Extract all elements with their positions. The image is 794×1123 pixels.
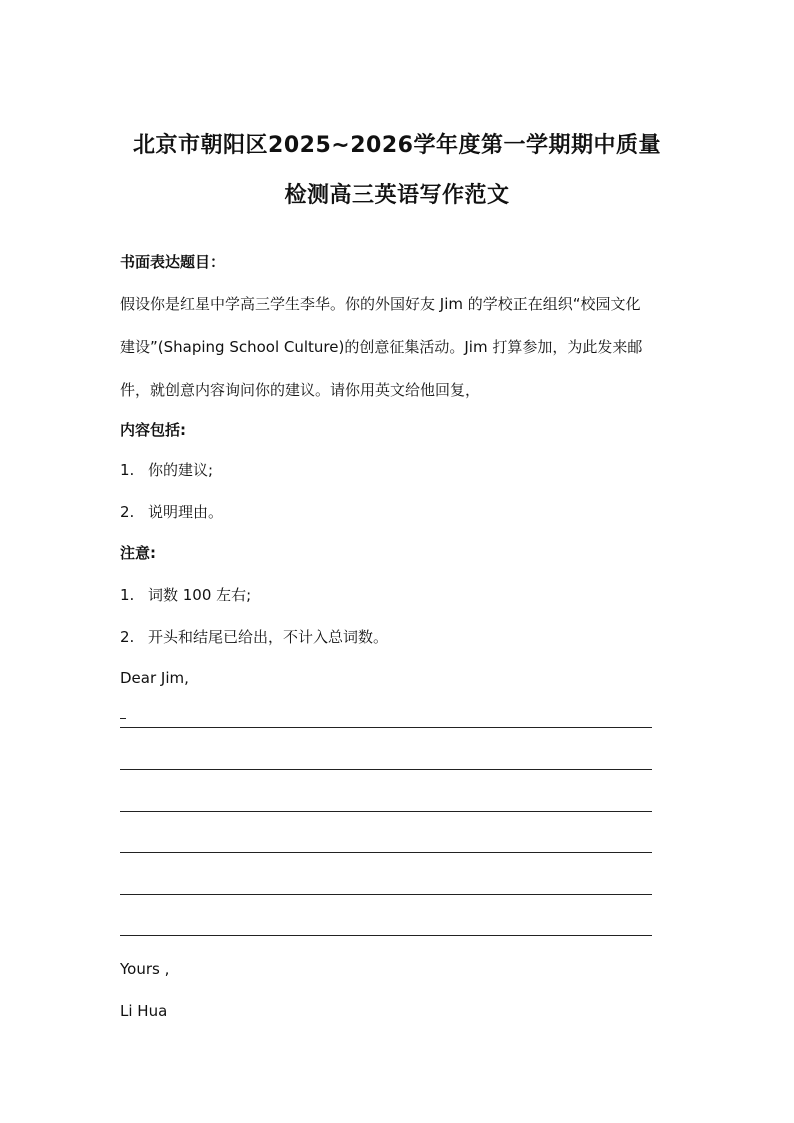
content-item-number: 1. — [120, 461, 135, 479]
document-title-line-1: 北京市朝阳区2025~2026学年度第一学期期中质量 — [133, 133, 661, 158]
writing-line — [120, 852, 652, 853]
content-item-text: 你的建议; — [148, 461, 214, 479]
notes-heading: 注意: — [120, 544, 156, 562]
content-item-2 — [120, 502, 223, 522]
writing-line — [120, 935, 652, 936]
prompt-paragraph-line-2: 建设”(Shaping School Culture)的创意征集活动。Jim 打算参加，为此发来邮 — [120, 338, 643, 356]
writing-line — [120, 769, 652, 770]
letter-signature: Li Hua — [120, 1002, 168, 1020]
notes-item-number: 1. — [120, 586, 135, 604]
content-heading: 内容包括: — [120, 421, 186, 439]
notes-item-1 — [120, 585, 251, 605]
letter-greeting: Dear Jim, — [120, 669, 189, 687]
notes-item-number: 2. — [120, 628, 135, 646]
prompt-heading: 书面表达题目： — [120, 253, 226, 271]
writing-line — [120, 811, 652, 812]
writing-line — [120, 727, 652, 728]
prompt-paragraph-line-1: 假设你是红星中学高三学生李华。你的外国好友 Jim 的学校正在组织“校园文化 — [120, 295, 641, 313]
content-item-number: 2. — [120, 503, 135, 521]
notes-item-2 — [120, 627, 388, 647]
content-item-text: 说明理由。 — [148, 503, 224, 521]
writing-start-mark — [120, 718, 126, 719]
notes-item-text: 开头和结尾已给出，不计入总词数。 — [148, 628, 389, 646]
writing-line — [120, 894, 652, 895]
letter-closing: Yours , — [120, 960, 170, 978]
notes-item-text: 词数 100 左右; — [148, 586, 252, 604]
document-title-line-2: 检测高三英语写作范文 — [284, 183, 510, 208]
prompt-paragraph-line-3: 件，就创意内容询问你的建议。请你用英文给他回复， — [120, 381, 481, 399]
content-item-1 — [120, 460, 213, 480]
